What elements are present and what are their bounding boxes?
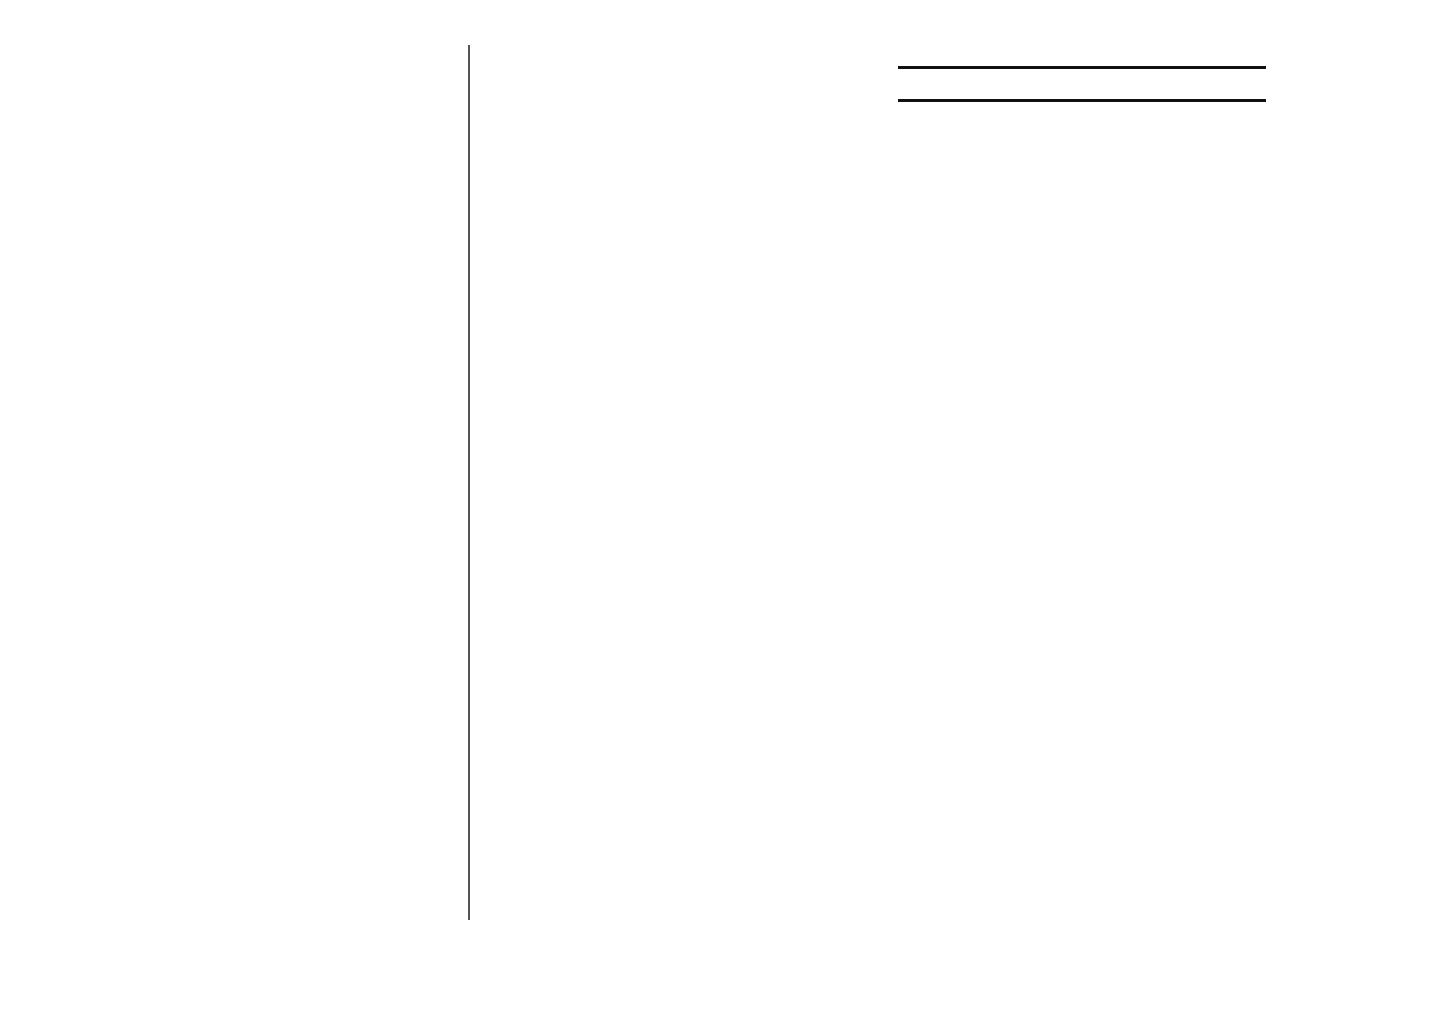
column-divider — [468, 45, 470, 920]
drivetrain-section-title — [898, 62, 1266, 69]
column-safety-notices — [490, 40, 868, 58]
column-symbols-drivetrain — [898, 40, 1266, 114]
modifications-section-title — [898, 95, 1266, 102]
